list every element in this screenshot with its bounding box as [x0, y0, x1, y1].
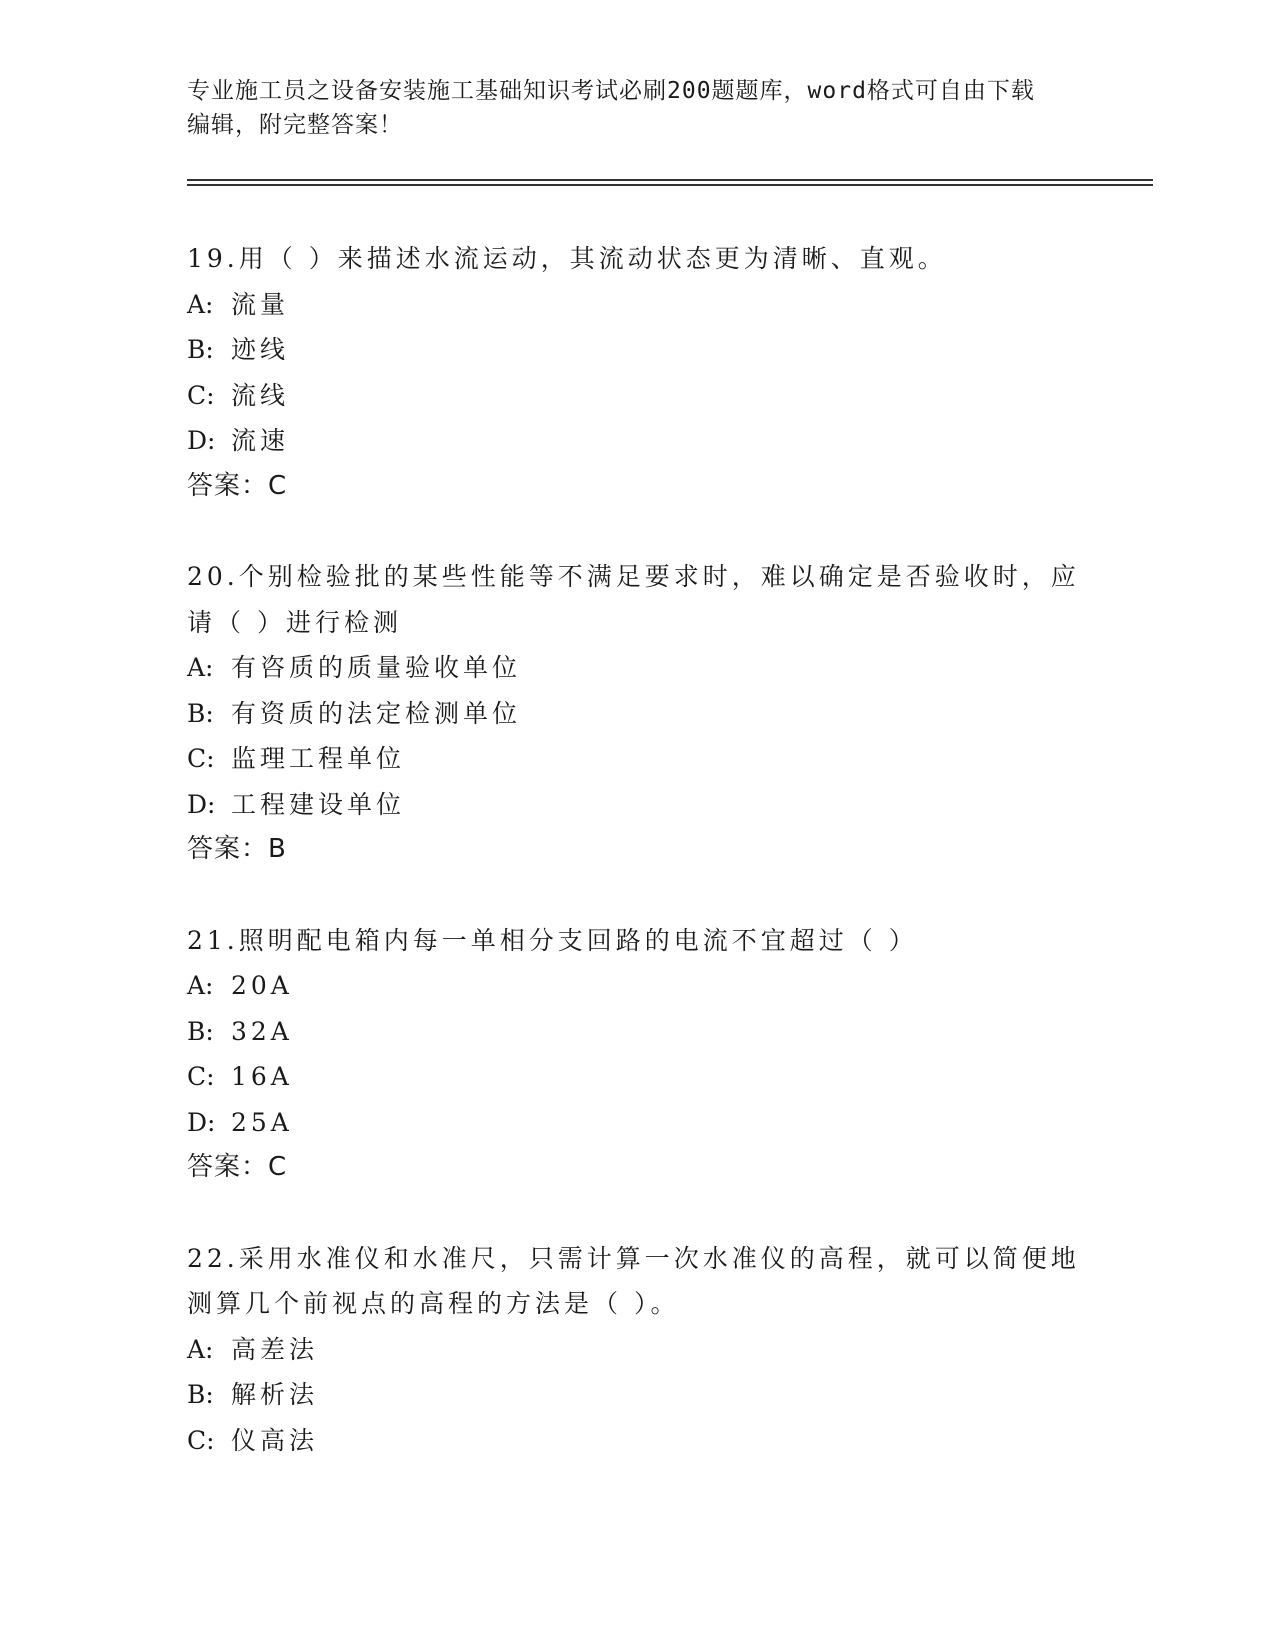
question-block — [187, 554, 1107, 873]
option-key: C: — [187, 380, 215, 410]
option-row — [187, 1054, 1107, 1100]
header-divider-top — [187, 179, 1153, 181]
question-text: 请（ ）进行检测 — [187, 607, 402, 637]
option-key: A: — [187, 1334, 214, 1364]
answer-text: 答案：C — [187, 1152, 288, 1182]
option-row — [187, 1327, 1107, 1373]
option-key: D: — [187, 1107, 216, 1137]
question-text: 测算几个前视点的高程的方法是（ ）。 — [187, 1289, 680, 1318]
option-key: D: — [187, 426, 216, 455]
header-divider-bottom — [187, 184, 1153, 186]
question-block — [187, 1236, 1107, 1464]
option-text: 16A — [231, 1062, 293, 1091]
option-key: C: — [187, 744, 215, 773]
option-row — [187, 1100, 1107, 1146]
option-text: 有资质的法定检测单位 — [231, 698, 522, 728]
option-text: 解析法 — [231, 1380, 319, 1409]
question-block — [187, 918, 1107, 1191]
option-text: 迹线 — [231, 335, 290, 364]
option-key: A: — [187, 653, 214, 682]
option-row — [187, 327, 1107, 373]
question-text: 19.用（ ）来描述水流运动，其流动状态更为清晰、直观。 — [187, 244, 947, 273]
option-text: 20A — [231, 971, 293, 1000]
question-block — [187, 236, 1107, 509]
option-key: A: — [187, 971, 214, 1000]
option-key: B: — [187, 335, 214, 364]
option-key: D: — [187, 789, 216, 819]
option-text: 流量 — [231, 289, 290, 319]
question-text: 21.照明配电箱内每一单相分支回路的电流不宜超过（ ） — [187, 925, 918, 955]
question-text: 20.个别检验批的某些性能等不满足要求时，难以确定是否验收时，应 — [187, 562, 1080, 591]
option-key: B: — [187, 698, 214, 728]
header-line-1: 专业施工员之设备安装施工基础知识考试必刷200题题库，word格式可自由下载 — [187, 78, 1035, 104]
option-key: C: — [187, 1425, 215, 1455]
option-key: B: — [187, 1380, 214, 1409]
option-row — [187, 1009, 1107, 1055]
option-row — [187, 282, 1107, 328]
option-text: 监理工程单位 — [231, 744, 406, 773]
option-row — [187, 691, 1107, 737]
option-key: A: — [187, 289, 214, 319]
option-text: 32A — [231, 1016, 293, 1046]
option-row — [187, 736, 1107, 782]
answer-text: 答案：B — [187, 834, 287, 864]
option-row — [187, 645, 1107, 691]
option-text: 仪高法 — [231, 1425, 319, 1455]
header-line-2: 编辑，附完整答案！ — [187, 112, 403, 138]
option-key: B: — [187, 1016, 214, 1046]
option-row — [187, 373, 1107, 419]
option-row — [187, 963, 1107, 1009]
document-header — [187, 74, 1087, 142]
option-text: 高差法 — [231, 1334, 319, 1364]
option-text: 流线 — [231, 380, 290, 410]
option-row — [187, 782, 1107, 828]
option-row — [187, 418, 1107, 464]
option-text: 有咨质的质量验收单位 — [231, 653, 522, 682]
option-row — [187, 1418, 1107, 1464]
option-text: 流速 — [231, 426, 290, 455]
option-text: 25A — [231, 1107, 293, 1137]
question-list — [187, 236, 1107, 1508]
question-text: 22.采用水准仪和水准尺，只需计算一次水准仪的高程，就可以简便地 — [187, 1243, 1080, 1273]
option-row — [187, 1372, 1107, 1418]
answer-text: 答案：C — [187, 470, 288, 501]
option-key: C: — [187, 1062, 215, 1091]
option-text: 工程建设单位 — [231, 789, 406, 819]
